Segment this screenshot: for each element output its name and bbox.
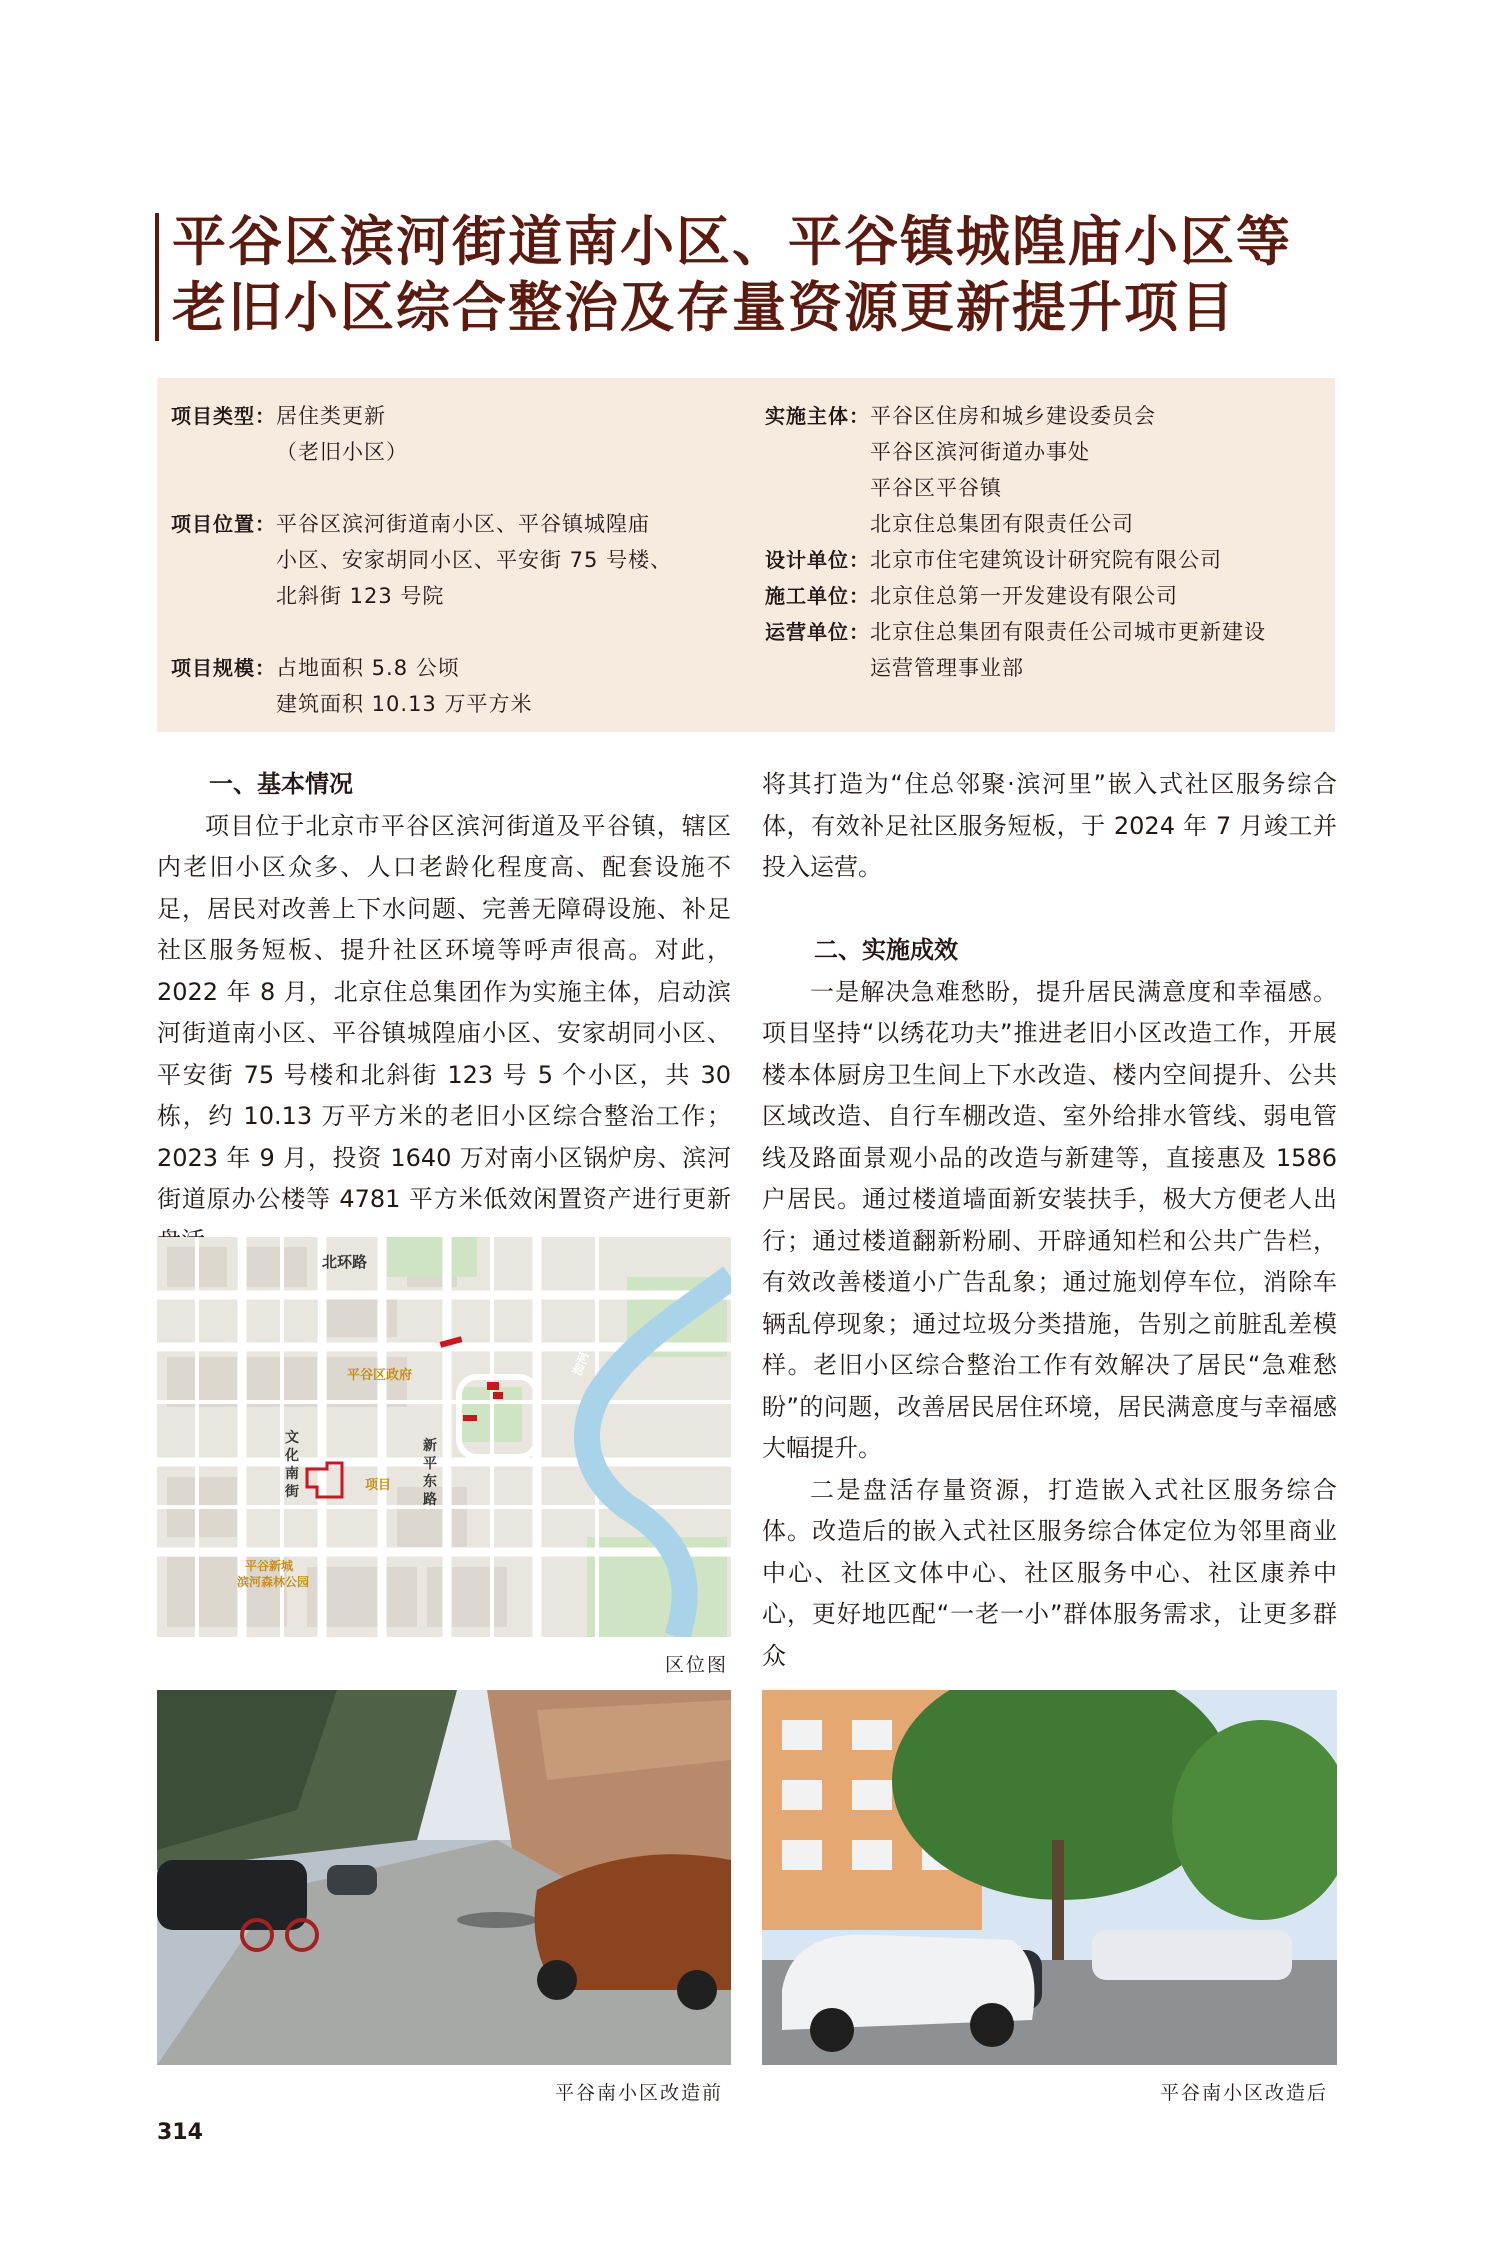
info-label-scale: 项目规模： — [171, 656, 276, 680]
map-label-xinping: 东 — [423, 1474, 437, 1490]
page-title — [172, 208, 1372, 340]
map-label-gov: 平谷区政府 — [347, 1368, 413, 1383]
section2-paragraph-1: 一是解决急难愁盼，提升居民满意度和幸福感。项目坚持“以绣花功夫”推进老旧小区改造工作，开展楼本体厨房卫生间上下水改造、楼内空间提升、公共区域改造、自行车棚改造、室外给排水管线、弱电管线及路面景观小品的改造与新建等，直接惠及 1586 户居民。通过楼道墙面新安装扶手，极大方便老人出行；通过楼道翻新粉刷、开辟通知栏和公共广告栏，有效改善楼道小广告乱象；通过施划停车位，消除车辆乱停现象；通过垃圾分类措施，告别之前脏乱差模样。老旧小区综合整治工作有效解决了居民“急难愁盼”的问题，改善居民居住环境，居民满意度与幸福感大幅提升。 — [762, 977, 1337, 1462]
title-line-2: 老旧小区综合整治及存量资源更新提升项目 — [172, 275, 1236, 339]
info-left-column — [171, 398, 731, 722]
info-label-construct: 施工单位： — [765, 584, 870, 608]
info-value: 平谷区住房和城乡建设委员会 — [870, 404, 1156, 428]
map-label-wenhua: 街 — [285, 1484, 299, 1500]
map-label-park: 滨河森林公园 — [237, 1575, 310, 1589]
map-label-river: 洳河 — [570, 1350, 592, 1378]
section2-paragraph-2: 二是盘活存量资源，打造嵌入式社区服务综合体。改造后的嵌入式社区服务综合体定位为邻里商业中心、社区文体中心、社区服务中心、社区康养中心，更好地匹配“一老一小”群体服务需求，让更多群众 — [762, 1475, 1337, 1670]
map-label-wenhua: 文 — [285, 1430, 299, 1446]
info-value: 北斜街 123 号院 — [276, 584, 445, 608]
info-right-column — [765, 398, 1325, 686]
info-value: 平谷区滨河街道南小区、平谷镇城隍庙 — [276, 512, 650, 536]
after-photo-caption: 平谷南小区改造后 — [1160, 2082, 1329, 2104]
info-value: 平谷区平谷镇 — [870, 476, 1002, 500]
location-map — [157, 1237, 731, 1637]
right-text-column — [762, 764, 1337, 1677]
section-heading-results: 二、实施成效 — [814, 936, 958, 964]
map-label-north-ring: 北环路 — [322, 1253, 368, 1271]
info-value: 小区、安家胡同小区、平安街 75 号楼、 — [276, 548, 673, 572]
before-photo-caption: 平谷南小区改造前 — [555, 2082, 724, 2104]
info-row-construct — [765, 578, 1325, 614]
info-label-location: 项目位置： — [171, 512, 276, 536]
left-text-column — [157, 764, 731, 1262]
section-heading-basic: 一、基本情况 — [209, 770, 353, 798]
map-caption: 区位图 — [665, 1654, 729, 1676]
after-photo — [762, 1690, 1337, 2065]
map-label-xinping: 新 — [423, 1438, 437, 1454]
map-label-xinping: 路 — [423, 1492, 437, 1508]
info-value: 居住类更新 — [276, 404, 386, 428]
info-value: 运营管理事业部 — [870, 656, 1024, 680]
info-label-entity: 实施主体： — [765, 404, 870, 428]
info-value: 北京市住宅建筑设计研究院有限公司 — [870, 548, 1222, 572]
map-label-wenhua: 化 — [285, 1448, 299, 1464]
title-line-1: 平谷区滨河街道南小区、平谷镇城隍庙小区等 — [172, 209, 1292, 273]
map-label-project: 项目 — [365, 1478, 392, 1493]
info-value: （老旧小区） — [276, 440, 408, 464]
info-value: 平谷区滨河街道办事处 — [870, 440, 1090, 464]
info-value: 北京住总第一开发建设有限公司 — [870, 584, 1178, 608]
section1-paragraph-continued: 将其打造为“住总邻聚·滨河里”嵌入式社区服务综合体，有效补足社区服务短板，于 2024 年 7 月竣工并投入运营。 — [762, 770, 1337, 881]
info-row-type — [171, 398, 731, 470]
info-row-entity — [765, 398, 1325, 542]
project-info-box — [157, 378, 1335, 732]
map-label-wenhua: 南 — [285, 1466, 299, 1482]
map-label-park: 平谷新城 — [245, 1559, 294, 1573]
info-label-type: 项目类型： — [171, 404, 276, 428]
info-label-design: 设计单位： — [765, 548, 870, 572]
section1-paragraph: 项目位于北京市平谷区滨河街道及平谷镇，辖区内老旧小区众多、人口老龄化程度高、配套设施不足，居民对改善上下水问题、完善无障碍设施、补足社区服务短板、提升社区环境等呼声很高。对此，2022 年 8 月，北京住总集团作为实施主体，启动滨河街道南小区、平谷镇城隍庙小区、安家胡同小区、平安街 75 号楼和北斜街 123 号 5 个小区，共 30 栋，约 10.13 万平方米的老旧小区综合整治工作；2023 年 9 月，投资 1640 万对南小区锅炉房、滨河街道原办公楼等 4781 平方米低效闲置资产进行更新 — [157, 811, 731, 1213]
info-value: 北京住总集团有限责任公司城市更新建设 — [870, 620, 1266, 644]
info-label-operate: 运营单位： — [765, 620, 870, 644]
info-value: 占地面积 5.8 公顷 — [276, 656, 460, 680]
info-row-scale — [171, 650, 731, 722]
title-accent-bar — [155, 213, 159, 341]
info-value: 建筑面积 10.13 万平方米 — [276, 692, 533, 716]
before-photo — [157, 1690, 731, 2065]
info-value: 北京住总集团有限责任公司 — [870, 512, 1134, 536]
map-label-xinping: 平 — [423, 1456, 437, 1472]
info-row-design — [765, 542, 1325, 578]
info-row-operate — [765, 614, 1325, 686]
page-number: 314 — [157, 2120, 203, 2145]
info-row-location — [171, 506, 731, 614]
